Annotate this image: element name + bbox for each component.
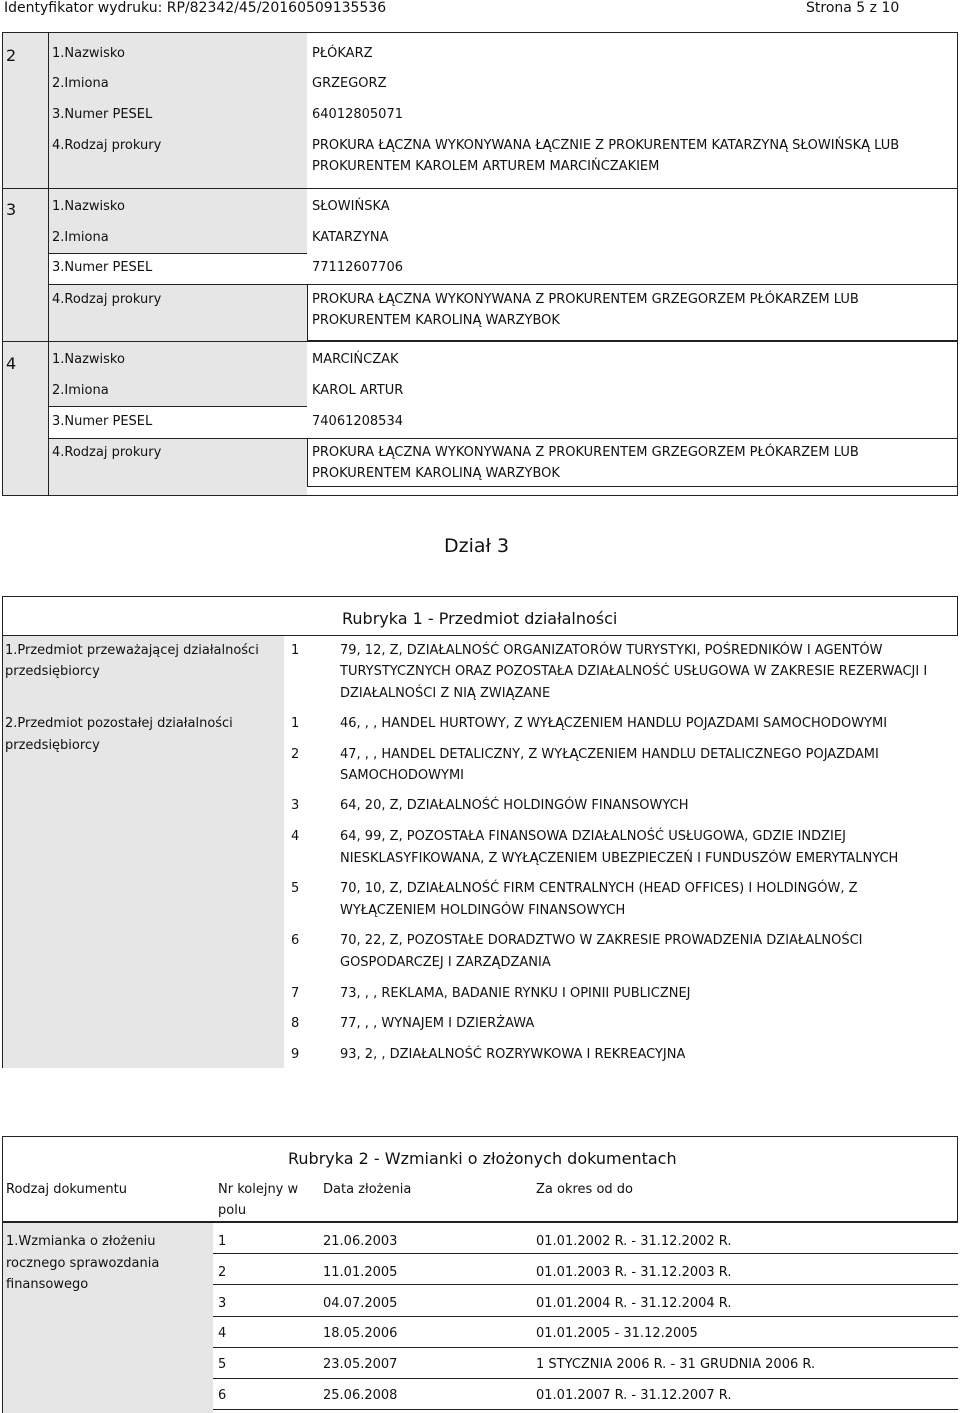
page-number: Strona 5 z 10	[806, 0, 900, 16]
proxy-type-line: PROKURENTEM KAROLEM ARTUREM MARCIŃCZAKIEM	[312, 159, 660, 174]
names-value: KAROL ARTUR	[312, 383, 404, 398]
row-period: 01.01.2003 R. - 31.12.2003 R.	[536, 1265, 732, 1280]
activity-text: NIESKLASYFIKOWANA, Z WYŁĄCZENIEM UBEZPIECZEŃ I FUNDUSZÓW EMERYTALNYCH	[340, 851, 899, 866]
activity-no: 1	[291, 716, 300, 731]
rubryka-title: Rubryka 1 - Przedmiot działalności	[342, 609, 618, 628]
main-activity-text: 79, 12, Z, DZIAŁALNOŚĆ ORGANIZATORÓW TURYSTYKI, POŚREDNIKÓW I AGENTÓW	[340, 643, 883, 658]
activity-no: 2	[291, 747, 300, 762]
column-header: polu	[218, 1203, 247, 1218]
activity-text: 93, 2, , DZIAŁALNOŚĆ ROZRYWKOWA I REKREACYJNA	[340, 1047, 686, 1062]
row-period: 01.01.2002 R. - 31.12.2002 R.	[536, 1234, 732, 1249]
activity-text: SAMOCHODOWYMI	[340, 768, 465, 783]
field-label: 2.Imiona	[52, 76, 109, 91]
field-label: 2.Imiona	[52, 230, 109, 245]
label-column	[3, 636, 284, 1068]
field-label: 4.Rodzaj prokury	[52, 445, 162, 460]
doc-label-column	[3, 1222, 213, 1413]
pesel-value: 64012805071	[312, 107, 403, 122]
row-date: 18.05.2006	[323, 1326, 398, 1341]
pesel-value: 74061208534	[312, 414, 403, 429]
person-number: 3	[6, 200, 17, 219]
field-label: 3.Numer PESEL	[52, 414, 153, 429]
activity-no: 3	[291, 798, 300, 813]
field-label: 3.Numer PESEL	[52, 260, 153, 275]
main-activity-no: 1	[291, 643, 300, 658]
main-activity-text: TURYSTYCZNYCH ORAZ POZOSTAŁA DZIAŁALNOŚĆ USŁUGOWA W ZAKRESIE REZERWACJI I	[340, 664, 928, 679]
row-no: 1	[218, 1234, 227, 1249]
activity-text: WYŁĄCZENIEM HOLDINGÓW FINANSOWYCH	[340, 903, 626, 918]
field-label: 1.Nazwisko	[52, 199, 125, 214]
activity-text: 77, , , WYNAJEM I DZIERŻAWA	[340, 1016, 535, 1031]
number-column	[3, 33, 48, 495]
proxy-type-line: PROKURENTEM KAROLINĄ WARZYBOK	[312, 466, 560, 481]
person-number: 4	[6, 354, 17, 373]
column-header: Nr kolejny w	[218, 1182, 299, 1197]
column-header: Za okres od do	[536, 1182, 633, 1197]
section-title: Dział 3	[444, 535, 510, 557]
activity-text: 46, , , HANDEL HURTOWY, Z WYŁĄCZENIEM HANDLU POJAZDAMI SAMOCHODOWYMI	[340, 716, 888, 731]
surname-value: MARCIŃCZAK	[312, 352, 399, 367]
names-value: KATARZYNA	[312, 230, 389, 245]
activity-no: 6	[291, 933, 300, 948]
field-label: 3.Numer PESEL	[52, 107, 153, 122]
proxy-type-line: PROKURENTEM KAROLINĄ WARZYBOK	[312, 313, 560, 328]
row-period: 1 STYCZNIA 2006 R. - 31 GRUDNIA 2006 R.	[536, 1357, 816, 1372]
row-date: 23.05.2007	[323, 1357, 398, 1372]
proxy-type-line: PROKURA ŁĄCZNA WYKONYWANA ŁĄCZNIE Z PROKURENTEM KATARZYNĄ SŁOWIŃSKĄ LUB	[312, 138, 900, 153]
activity-text: 70, 10, Z, DZIAŁALNOŚĆ FIRM CENTRALNYCH (HEAD OFFICES) I HOLDINGÓW, Z	[340, 881, 858, 896]
activity-text: 47, , , HANDEL DETALICZNY, Z WYŁĄCZENIEM HANDLU DETALICZNEGO POJAZDAMI	[340, 747, 879, 762]
field-label: 4.Rodzaj prokury	[52, 292, 162, 307]
row-period: 01.01.2004 R. - 31.12.2004 R.	[536, 1296, 732, 1311]
activity-text: GOSPODARCZEJ I ZARZĄDZANIA	[340, 955, 551, 970]
row-no: 2	[218, 1265, 227, 1280]
surname-value: PŁÓKARZ	[312, 46, 373, 61]
row-date: 25.06.2008	[323, 1388, 398, 1403]
doc-type-label: 1.Wzmianka o złożeniu	[6, 1234, 156, 1249]
row-date: 11.01.2005	[323, 1265, 398, 1280]
main-activity-label: przedsiębiorcy	[5, 664, 100, 679]
proxy-type-line: PROKURA ŁĄCZNA WYKONYWANA Z PROKURENTEM GRZEGORZEM PŁÓKARZEM LUB	[312, 445, 859, 460]
surname-value: SŁOWIŃSKA	[312, 199, 390, 214]
other-activity-label: przedsiębiorcy	[5, 738, 100, 753]
doc-type-label: rocznego sprawozdania	[6, 1256, 160, 1271]
activity-no: 8	[291, 1016, 300, 1031]
field-label: 2.Imiona	[52, 383, 109, 398]
person-number: 2	[6, 46, 17, 65]
row-period: 01.01.2005 - 31.12.2005	[536, 1326, 698, 1341]
doc-type-label: finansowego	[6, 1277, 89, 1292]
main-activity-text: DZIAŁALNOŚCI Z NIĄ ZWIĄZANE	[340, 686, 551, 701]
field-label: 1.Nazwisko	[52, 46, 125, 61]
field-label: 4.Rodzaj prokury	[52, 138, 162, 153]
activity-text: 64, 20, Z, DZIAŁALNOŚĆ HOLDINGÓW FINANSOWYCH	[340, 798, 689, 813]
row-date: 21.06.2003	[323, 1234, 398, 1249]
activity-no: 7	[291, 986, 300, 1001]
row-date: 04.07.2005	[323, 1296, 398, 1311]
names-value: GRZEGORZ	[312, 76, 387, 91]
pesel-value: 77112607706	[312, 260, 403, 275]
other-activity-label: 2.Przedmiot pozostałej działalności	[5, 716, 233, 731]
column-header: Rodzaj dokumentu	[6, 1182, 127, 1197]
main-activity-label: 1.Przedmiot przeważającej działalności	[5, 643, 259, 658]
column-header: Data złożenia	[323, 1182, 412, 1197]
proxy-type-line: PROKURA ŁĄCZNA WYKONYWANA Z PROKURENTEM GRZEGORZEM PŁÓKARZEM LUB	[312, 292, 859, 307]
row-no: 3	[218, 1296, 227, 1311]
activity-no: 4	[291, 829, 300, 844]
row-no: 5	[218, 1357, 227, 1372]
field-label: 1.Nazwisko	[52, 352, 125, 367]
activity-no: 5	[291, 881, 300, 896]
rubryka-title: Rubryka 2 - Wzmianki o złożonych dokumentach	[288, 1149, 677, 1168]
row-no: 4	[218, 1326, 227, 1341]
activity-text: 64, 99, Z, POZOSTAŁA FINANSOWA DZIAŁALNOŚĆ USŁUGOWA, GDZIE INDZIEJ	[340, 829, 846, 844]
row-period: 01.01.2007 R. - 31.12.2007 R.	[536, 1388, 732, 1403]
activity-text: 73, , , REKLAMA, BADANIE RYNKU I OPINII PUBLICZNEJ	[340, 986, 691, 1001]
print-identifier: Identyfikator wydruku: RP/82342/45/20160509135536	[4, 0, 387, 16]
activity-no: 9	[291, 1047, 300, 1062]
activity-text: 70, 22, Z, POZOSTAŁE DORADZTWO W ZAKRESIE PROWADZENIA DZIAŁALNOŚCI	[340, 933, 863, 948]
row-no: 6	[218, 1388, 227, 1403]
